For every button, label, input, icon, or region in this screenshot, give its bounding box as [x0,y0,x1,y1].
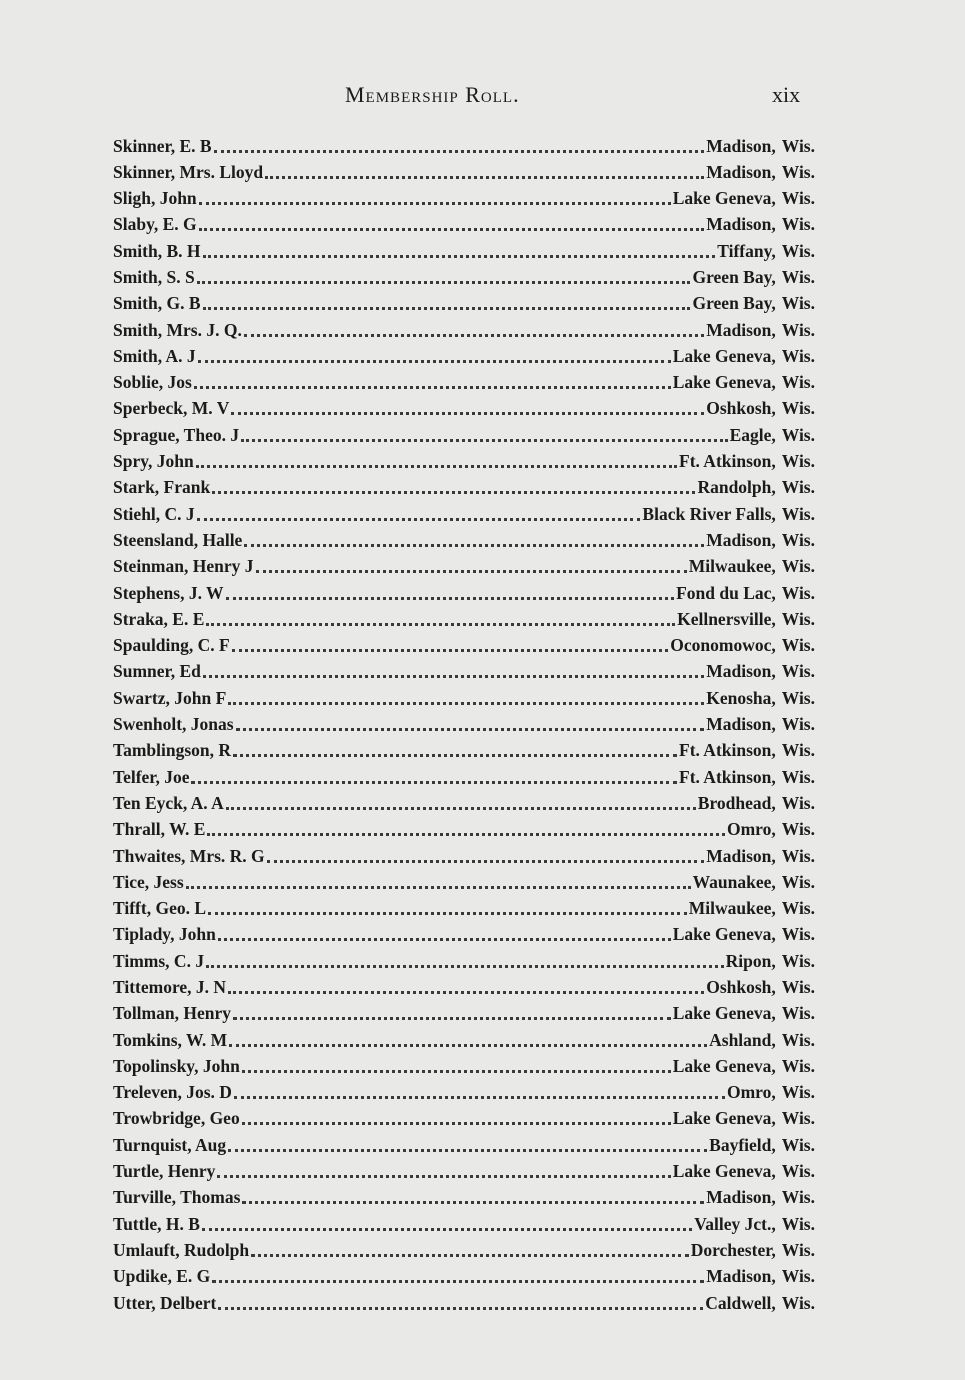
list-item [113,1025,815,1051]
dot-leader [191,763,677,784]
dot-leader [199,211,705,232]
member-town: Madison, [706,1266,776,1287]
member-state: Wis. [781,1239,815,1260]
member-name: Soblie, Jos [113,372,192,393]
list-item [113,710,815,736]
member-name: Sprague, Theo. J [113,424,240,445]
member-state: Wis. [781,714,815,735]
member-state: Wis. [781,1082,815,1103]
member-name: Tice, Jess [113,871,184,892]
list-item [113,1078,815,1104]
member-town: Tiffany, [717,240,776,261]
member-name: Utter, Delbert [113,1292,217,1313]
list-item [113,683,815,709]
member-town: Valley Jct., [694,1213,776,1234]
member-town: Bayfield, [709,1134,776,1155]
list-item [113,394,815,420]
dot-leader [198,342,671,363]
list-item [113,447,815,473]
member-name: Sligh, John [113,188,197,209]
list-item [113,841,815,867]
dot-leader [226,789,696,810]
member-state: Wis. [781,1003,815,1024]
member-state: Wis. [781,977,815,997]
page-number: xix [772,82,801,107]
member-town: Ashland, [709,1029,776,1050]
member-state: Wis. [781,792,815,813]
dot-leader [186,868,691,889]
member-state: Wis. [781,1134,815,1155]
list-item [113,1130,815,1156]
list-item [113,1157,815,1183]
dot-leader [212,1263,704,1284]
member-name: Updike, E. G [113,1266,211,1287]
member-state: Wis. [781,240,815,261]
dot-leader [234,1079,725,1100]
dot-leader [265,158,704,179]
member-name: Skinner, Mrs. Lloyd [113,161,264,182]
dot-leader [242,1184,704,1205]
member-town: Dorchester, [690,1239,776,1260]
dot-leader [232,632,669,653]
member-state: Wis. [781,135,815,156]
member-town: Omro, [726,819,776,840]
dot-leader [207,816,725,837]
member-state: Wis. [781,687,815,708]
member-state: Wis. [781,398,815,419]
member-town: Lake Geneva, [672,345,776,366]
member-town: Lake Geneva, [672,1003,776,1024]
dot-leader [218,921,671,942]
member-name: Steensland, Halle [113,529,243,550]
list-item [113,262,815,288]
list-item [113,657,815,683]
member-town: Waunakee, [692,871,776,892]
member-name: Smith, A. J [113,345,196,366]
member-name: Spaulding, C. F [113,635,230,656]
dot-leader [244,316,704,337]
dot-leader [197,500,641,521]
member-town: Madison, [706,161,776,182]
member-name: Telfer, Joe [113,766,190,787]
dot-leader [199,185,671,206]
list-item [113,1262,815,1288]
member-name: Smith, Mrs. J. Q. [113,319,242,340]
member-state: Wis. [781,871,815,892]
member-state: Wis. [781,556,815,577]
member-state: Wis. [781,529,815,550]
list-item [113,368,815,394]
member-state: Wis. [781,161,815,182]
member-state: Wis. [781,293,815,314]
member-name: Slaby, E. G [113,214,197,235]
dot-leader [203,237,716,258]
member-town: Lake Geneva, [672,1161,776,1182]
member-state: Wis. [781,1187,815,1208]
dot-leader [217,1158,670,1179]
member-town: Omro, [726,1082,776,1103]
member-town: Green Bay, [692,266,776,287]
member-state: Wis. [781,1161,815,1182]
member-name: Smith, B. H [113,240,201,261]
list-item [113,1104,815,1130]
member-town: Madison, [706,135,776,156]
member-town: Madison, [706,714,776,735]
member-town: Madison, [706,845,776,866]
dot-leader [206,947,724,968]
member-state: Wis. [781,898,815,919]
member-name: Straka, E. E [113,608,205,629]
list-item [113,315,815,341]
dot-leader [196,448,677,469]
dot-leader [197,263,691,284]
member-state: Wis. [781,766,815,787]
member-name: Tamblingson, R [113,740,232,761]
member-state: Wis. [781,424,815,445]
member-state: Wis. [781,819,815,840]
member-name: Smith, S. S [113,266,195,287]
member-state: Wis. [781,188,815,209]
member-town: Randolph, [697,477,776,498]
dot-leader [242,1105,671,1126]
member-name: Stark, Frank [113,477,211,498]
member-state: Wis. [781,1213,815,1234]
dot-leader [214,132,705,153]
member-town: Kenosha, [706,687,776,708]
member-name: Tomkins, W. M [113,1029,228,1050]
member-town: Eagle, [729,424,776,445]
member-town: Madison, [706,319,776,340]
member-name: Umlauft, Rudolph [113,1239,250,1260]
member-town: Black River Falls, [642,503,776,524]
list-item [113,499,815,525]
member-state: Wis. [781,1292,815,1313]
member-state: Wis. [781,451,815,472]
list-item [113,1051,815,1077]
list-item [113,236,815,262]
list-item [113,420,815,446]
dot-leader [203,290,691,311]
list-item [113,1209,815,1235]
member-town: Oshkosh, [706,977,776,997]
member-name: Skinner, E. B [113,135,212,156]
member-town: Madison, [706,661,776,682]
member-town: Lake Geneva, [672,1055,776,1076]
dot-leader [256,553,687,574]
member-town: Oconomowoc, [670,635,776,656]
member-state: Wis. [781,319,815,340]
member-town: Madison, [706,214,776,235]
dot-leader [236,711,705,732]
list-item [113,604,815,630]
list-item [113,999,815,1025]
member-town: Madison, [706,1187,776,1208]
list-item [113,736,815,762]
dot-leader [267,842,705,863]
membership-list [113,131,815,1314]
member-name: Thwaites, Mrs. R. G [113,845,265,866]
member-name: Smith, G. B [113,293,201,314]
list-item [113,578,815,604]
member-name: Trowbridge, Geo [113,1108,240,1129]
dot-leader [194,369,671,390]
member-state: Wis. [781,477,815,498]
member-town: Ft. Atkinson, [679,766,776,787]
dot-leader [218,1289,703,1310]
member-town: Ft. Atkinson, [679,451,776,472]
list-item [113,157,815,183]
member-name: Turtle, Henry [113,1161,216,1182]
member-town: Milwaukee, [688,556,776,577]
member-state: Wis. [781,845,815,866]
list-item [113,131,815,157]
member-state: Wis. [781,740,815,761]
member-name: Topolinsky, John [113,1055,240,1076]
member-state: Wis. [781,266,815,287]
member-state: Wis. [781,661,815,682]
member-state: Wis. [781,1266,815,1287]
member-town: Fond du Lac, [676,582,776,603]
member-state: Wis. [781,608,815,629]
dot-leader [228,1131,707,1152]
member-state: Wis. [781,950,815,971]
member-state: Wis. [781,345,815,366]
member-town: Lake Geneva, [672,1108,776,1129]
member-town: Milwaukee, [688,898,776,919]
member-name: Tifft, Geo. L [113,898,207,919]
list-item [113,210,815,236]
member-name: Swenholt, Jonas [113,714,234,735]
dot-leader [212,474,695,495]
dot-leader [228,684,704,705]
member-name: Ten Eyck, A. A [113,792,224,813]
list-item [113,920,815,946]
dot-leader [203,658,704,679]
member-state: Wis. [781,1108,815,1129]
list-item [113,631,815,657]
member-name: Timms, C. J [113,950,205,971]
member-name: Turnquist, Aug [113,1134,227,1155]
member-name: Tiplady, John [113,924,216,945]
dot-leader [251,1236,689,1257]
member-town: Oshkosh, [706,398,776,419]
member-state: Wis. [781,214,815,235]
member-state: Wis. [781,582,815,603]
list-item [113,473,815,499]
member-name: Spry, John [113,451,194,472]
member-town: Kellnersville, [677,608,776,629]
member-name: Tittemore, J. N [113,977,227,997]
dot-leader [226,579,675,600]
list-item [113,973,815,999]
member-name: Tuttle, H. B [113,1213,200,1234]
list-item [113,1235,815,1261]
list-item [113,1288,815,1314]
member-name: Tollman, Henry [113,1003,231,1024]
dot-leader [206,605,675,626]
list-item [113,289,815,315]
list-item [113,815,815,841]
member-town: Madison, [706,529,776,550]
dot-leader [242,1052,671,1073]
member-town: Brodhead, [697,792,776,813]
list-item [113,762,815,788]
list-item [113,788,815,814]
member-name: Treleven, Jos. D [113,1082,232,1103]
dot-leader [208,895,687,916]
member-state: Wis. [781,924,815,945]
dot-leader [241,421,727,442]
member-state: Wis. [781,1055,815,1076]
dot-leader [229,1026,707,1047]
member-town: Caldwell, [705,1292,776,1313]
running-title: Membership Roll. [345,82,520,107]
dot-leader [233,737,677,758]
list-item [113,894,815,920]
member-name: Sperbeck, M. V [113,398,230,419]
member-state: Wis. [781,1029,815,1050]
member-town: Green Bay, [692,293,776,314]
member-town: Ft. Atkinson, [679,740,776,761]
member-name: Stiehl, C. J [113,503,195,524]
dot-leader [231,395,704,416]
member-name: Stephens, J. W [113,582,224,603]
list-item [113,946,815,972]
member-state: Wis. [781,635,815,656]
list-item [113,867,815,893]
list-item [113,184,815,210]
list-item [113,341,815,367]
member-state: Wis. [781,503,815,524]
dot-leader [233,1000,671,1021]
member-town: Lake Geneva, [672,188,776,209]
member-town: Lake Geneva, [672,924,776,945]
dot-leader [202,1210,692,1231]
member-state: Wis. [781,372,815,393]
dot-leader [228,974,704,995]
member-name: Turville, Thomas [113,1187,241,1208]
member-name: Swartz, John F [113,687,227,708]
member-town: Ripon, [725,950,776,971]
page-header [0,82,965,114]
member-town: Lake Geneva, [672,372,776,393]
member-name: Steinman, Henry J [113,556,254,577]
member-name: Thrall, W. E [113,819,206,840]
list-item [113,552,815,578]
list-item [113,525,815,551]
list-item [113,1183,815,1209]
member-name: Sumner, Ed [113,661,201,682]
dot-leader [244,526,704,547]
